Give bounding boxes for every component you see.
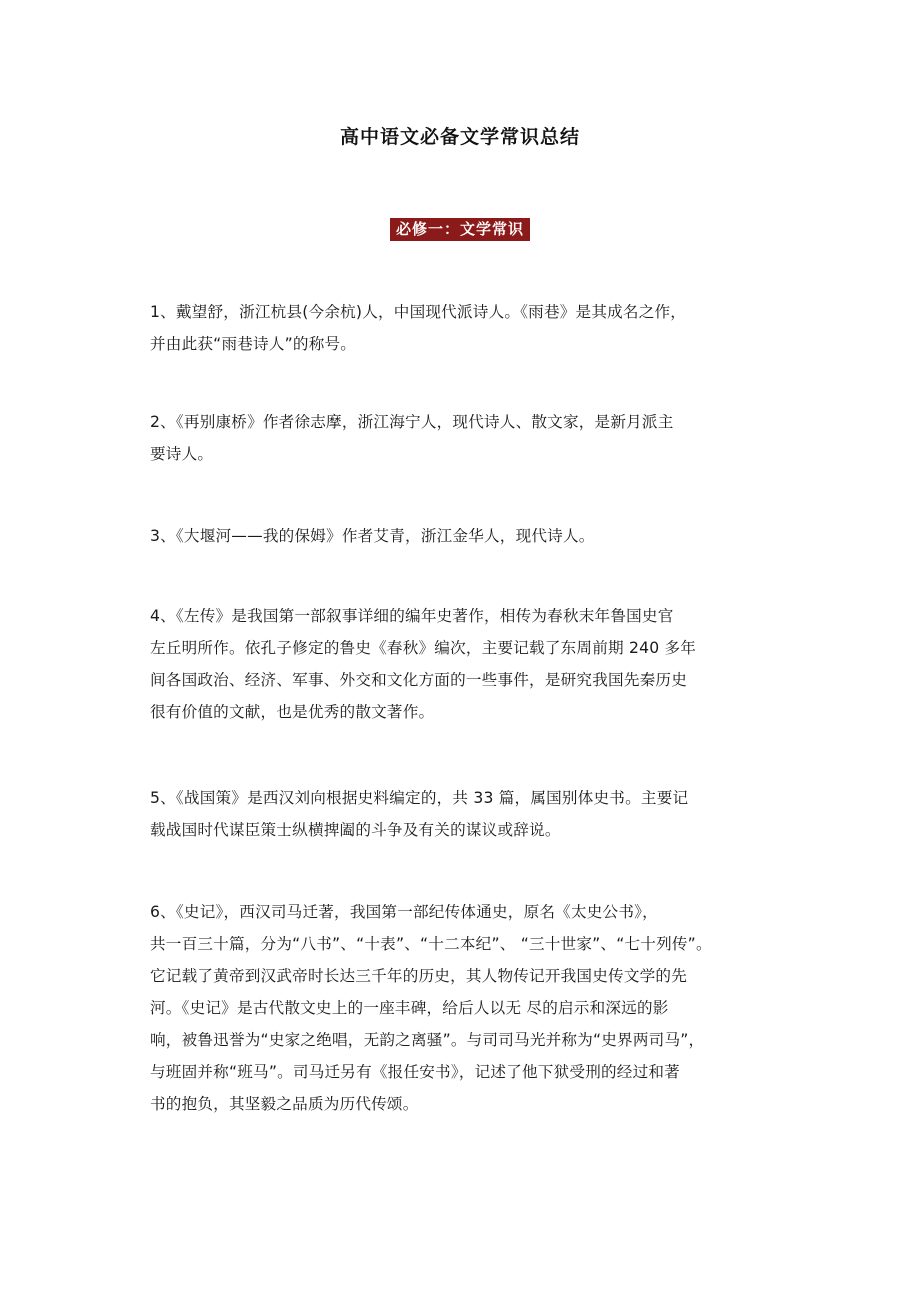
list-item-1: [150, 296, 774, 360]
text-line: 左丘明所作。依孔子修定的鲁史《春秋》编次，主要记载了东周前期 240 多年: [150, 639, 697, 657]
text-line: 与班固并称“班马”。司马迁另有《报任安书》，记述了他下狱受刑的经过和著: [150, 1063, 680, 1081]
section-badge: 必修一：文学常识: [390, 218, 530, 241]
text-line: 响，被鲁迅誉为“史家之绝唱，无韵之离骚”。与司司马光并称为“史界两司马”，: [150, 1031, 705, 1049]
text-line: 它记载了黄帝到汉武帝时长达三千年的历史，其人物传记开我国史传文学的先: [150, 967, 687, 985]
text-line: 很有价值的文献，也是优秀的散文著作。: [150, 703, 435, 721]
text-line: 河。《史记》是古代散文史上的一座丰碑，给后人以无 尽的启示和深远的影: [150, 999, 669, 1017]
text-line: 1、戴望舒，浙江杭县(今余杭)人，中国现代派诗人。《雨巷》是其成名之作，: [150, 303, 687, 321]
list-item-6: [150, 896, 774, 1120]
section-header: [0, 218, 920, 241]
text-line: 间各国政治、经济、军事、外交和文化方面的一些事件，是研究我国先秦历史: [150, 671, 687, 689]
list-item-5: [150, 782, 774, 846]
text-line: 要诗人。: [150, 445, 214, 463]
text-line: 6、《史记》，西汉司马迁著，我国第一部纪传体通史，原名《太史公书》，: [150, 903, 658, 921]
text-line: 书的抱负，其坚毅之品质为历代传颂。: [150, 1095, 419, 1113]
list-item-2: [150, 406, 774, 470]
text-line: 共一百三十篇，分为“八书”、“十表”、“十二本纪”、 “三十世家”、“七十列传”。: [150, 935, 712, 953]
text-line: 2、《再别康桥》作者徐志摩，浙江海宁人，现代诗人、散文家，是新月派主: [150, 413, 674, 431]
page-title: 高中语文必备文学常识总结: [339, 126, 580, 148]
text-line: 载战国时代谋臣策士纵横捭阖的斗争及有关的谋议或辞说。: [150, 821, 561, 839]
list-item-4: [150, 600, 774, 728]
text-line: 4、《左传》是我国第一部叙事详细的编年史著作，相传为春秋末年鲁国史官: [150, 607, 674, 625]
text-line: 3、《大堰河——我的保姆》作者艾青，浙江金华人，现代诗人。: [150, 527, 595, 545]
text-line: 并由此获“雨巷诗人”的称号。: [150, 335, 357, 353]
list-item-3: [150, 520, 774, 552]
text-line: 5、《战国策》是西汉刘向根据史料编定的，共 33 篇，属国别体史书。主要记: [150, 789, 689, 807]
